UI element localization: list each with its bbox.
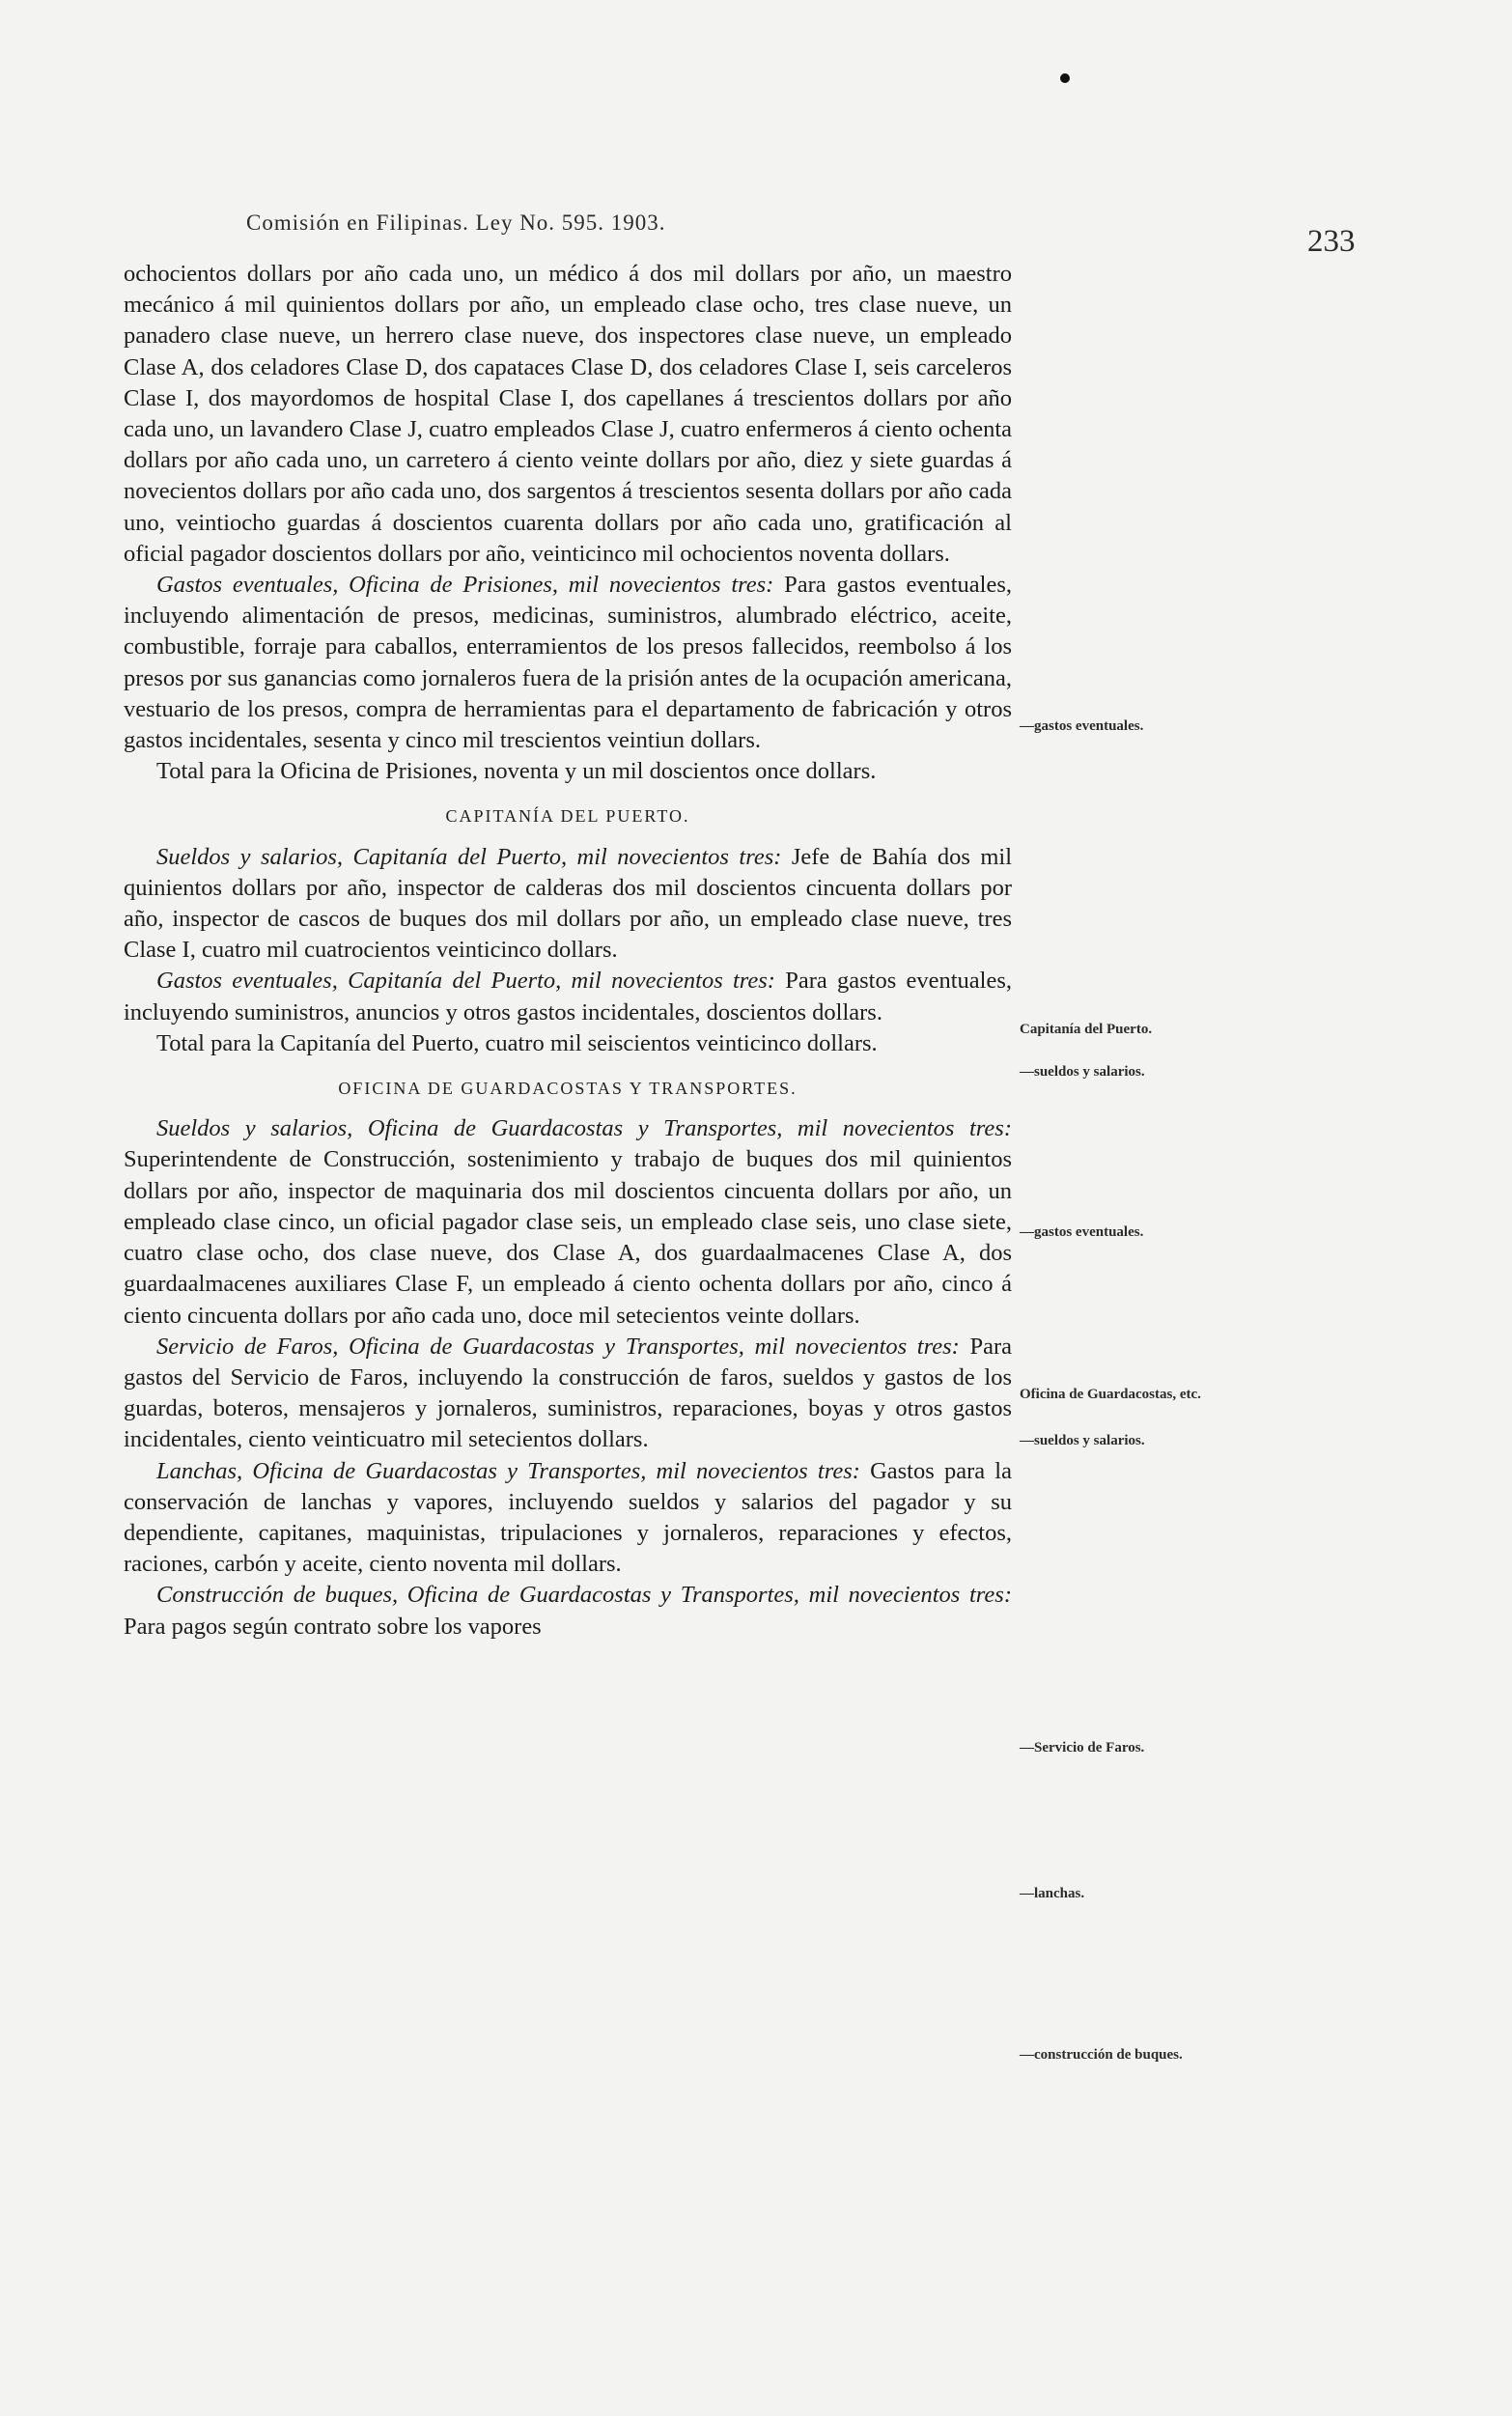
paragraph-text: Gastos para la conservación de lanchas y vapores, incluyendo sueldos y salarios del pagador y su dependiente, capitanes, maquinistas, tripulaciones y jornaleros, reparaciones y efectos, raciones, carbón y aceite, ciento noventa mil dollars. [124, 1457, 1012, 1578]
margin-note: —gastos eventuales. [1020, 718, 1144, 734]
paragraph-heading: Lanchas, Oficina de Guardacostas y Transportes, mil novecientos tres: [156, 1457, 860, 1484]
paragraph-heading: Sueldos y salarios, Oficina de Guardacostas y Transportes, mil novecientos tres: [156, 1115, 1012, 1142]
paragraph [124, 570, 1012, 756]
paragraph [124, 1332, 1012, 1456]
ink-dot-mark [1060, 73, 1070, 83]
paragraph-heading: Gastos eventuales, Capitanía del Puerto, mil novecientos tres: [156, 968, 775, 995]
paragraph [124, 842, 1012, 967]
paragraph [124, 1456, 1012, 1581]
paragraph [124, 756, 1012, 787]
margin-note: Oficina de Guardacostas, etc. [1020, 1387, 1201, 1402]
paragraph [124, 259, 1012, 570]
paragraph-text: Total para la Capitanía del Puerto, cuatro mil seiscientos veinticinco dollars. [156, 1029, 878, 1056]
paragraph-text: Para gastos eventuales, incluyendo alimentación de presos, medicinas, suministros, alumbrado eléctrico, aceite, combustible, forraje para caballos, enterramientos de los presos fallecidos, reembolso á los presos por sus ganancias como jornaleros fuera de la prisión antes de la ocupación americana, vestuario de los presos, compra de herramientas para el departamento de fabricación y otros gastos incidentales, sesenta y cinco mil trescientos veintiun dollars. [124, 572, 1012, 754]
paragraph [124, 1028, 1012, 1059]
main-text-column [124, 259, 1012, 1643]
page-number: 233 [1307, 224, 1356, 259]
paragraph-text: Total para la Oficina de Prisiones, noventa y un mil doscientos once dollars. [156, 758, 877, 785]
paragraph-text: Para gastos del Servicio de Faros, incluyendo la construcción de faros, sueldos y gastos de los guardas, boteros, mensajeros y jornaleros, suministros, reparaciones, boyas y otros gastos incidentales, ciento veinticuatro mil setecientos dollars. [124, 1333, 1013, 1453]
running-head: Comisión en Filipinas. Ley No. 595. 1903. [246, 211, 666, 235]
margin-note: —construcción de buques. [1020, 2047, 1183, 2063]
paragraph-text: Superintendente de Construcción, sostenimiento y trabajo de buques dos mil quinientos dollars por año, inspector de maquinaria dos mil doscientos cincuenta dollars por año, un empleado clase cinco, un oficial pagador clase seis, un empleado clase seis, uno clase siete, cuatro clase ocho, dos clase nueve, dos Clase A, dos guardaalmacenes Clase A, dos guardaalmacenes auxiliares Clase F, un empleado á ciento ochenta dollars por año, cinco á ciento cincuenta dollars por año cada uno, doce mil setecientos veinte dollars. [124, 1146, 1012, 1329]
paragraph-heading: Sueldos y salarios, Capitanía del Puerto, mil novecientos tres: [156, 843, 782, 870]
margin-note: —sueldos y salarios. [1020, 1433, 1145, 1448]
margin-note: —Servicio de Faros. [1020, 1740, 1145, 1756]
section-heading-capitania: CAPITANÍA DEL PUERTO. [445, 806, 690, 827]
paragraph [124, 1580, 1012, 1642]
paragraph-heading: Construcción de buques, Oficina de Guardacostas y Transportes, mil novecientos tres: [156, 1582, 1012, 1609]
paragraph-heading: Servicio de Faros, Oficina de Guardacostas y Transportes, mil novecientos tres: [156, 1333, 960, 1360]
paragraph [124, 1113, 1012, 1331]
section-heading-guardacostas: OFICINA DE GUARDACOSTAS Y TRANSPORTES. [338, 1079, 798, 1099]
paragraph-text: Para pagos según contrato sobre los vapores [124, 1613, 542, 1640]
paragraph-text: Jefe de Bahía dos mil quinientos dollars por año, inspector de calderas dos mil doscientos cincuenta dollars por año, inspector de cascos de buques dos mil dollars por año, un empleado clase nueve, tres Clase I, cuatro mil cuatrocientos veinticinco dollars. [124, 843, 1012, 964]
margin-note: —sueldos y salarios. [1020, 1064, 1145, 1080]
paragraph-text: ochocientos dollars por año cada uno, un médico á dos mil dollars por año, un maestro mecánico á mil quinientos dollars por año, un empleado clase ocho, tres clase nueve, un panadero clase nueve, un herrero clase nueve, dos inspectores clase nueve, un empleado Clase A, dos celadores Clase D, dos capataces Clase D, dos celadores Clase I, seis carceleros Clase I, dos mayordomos de hospital Clase I, dos capellanes á trescientos dollars por año cada uno, un lavandero Clase J, cuatro empleados Clase J, cuatro enfermeros á ciento ochenta dollars por año cada uno, un carretero á ciento veinte dollars por año, diez y siete guardas á novecientos dollars por año cada uno, dos sargentos á trescientos sesenta dollars por año cada uno, veintiocho guardas á doscientos cuarenta dollars por año cada uno, gratificación al oficial pagador doscientos dollars por año, veinticinco mil ochocientos noventa dollars. [124, 261, 1012, 567]
margin-note: Capitanía del Puerto. [1020, 1022, 1153, 1037]
margin-note: —gastos eventuales. [1020, 1224, 1144, 1240]
paragraph [124, 966, 1012, 1027]
paragraph-heading: Gastos eventuales, Oficina de Prisiones, mil novecientos tres: [156, 572, 774, 599]
margin-note: —lanchas. [1020, 1886, 1085, 1901]
paragraph-text: Para gastos eventuales, incluyendo suministros, anuncios y otros gastos incidentales, doscientos dollars. [124, 968, 1013, 1025]
